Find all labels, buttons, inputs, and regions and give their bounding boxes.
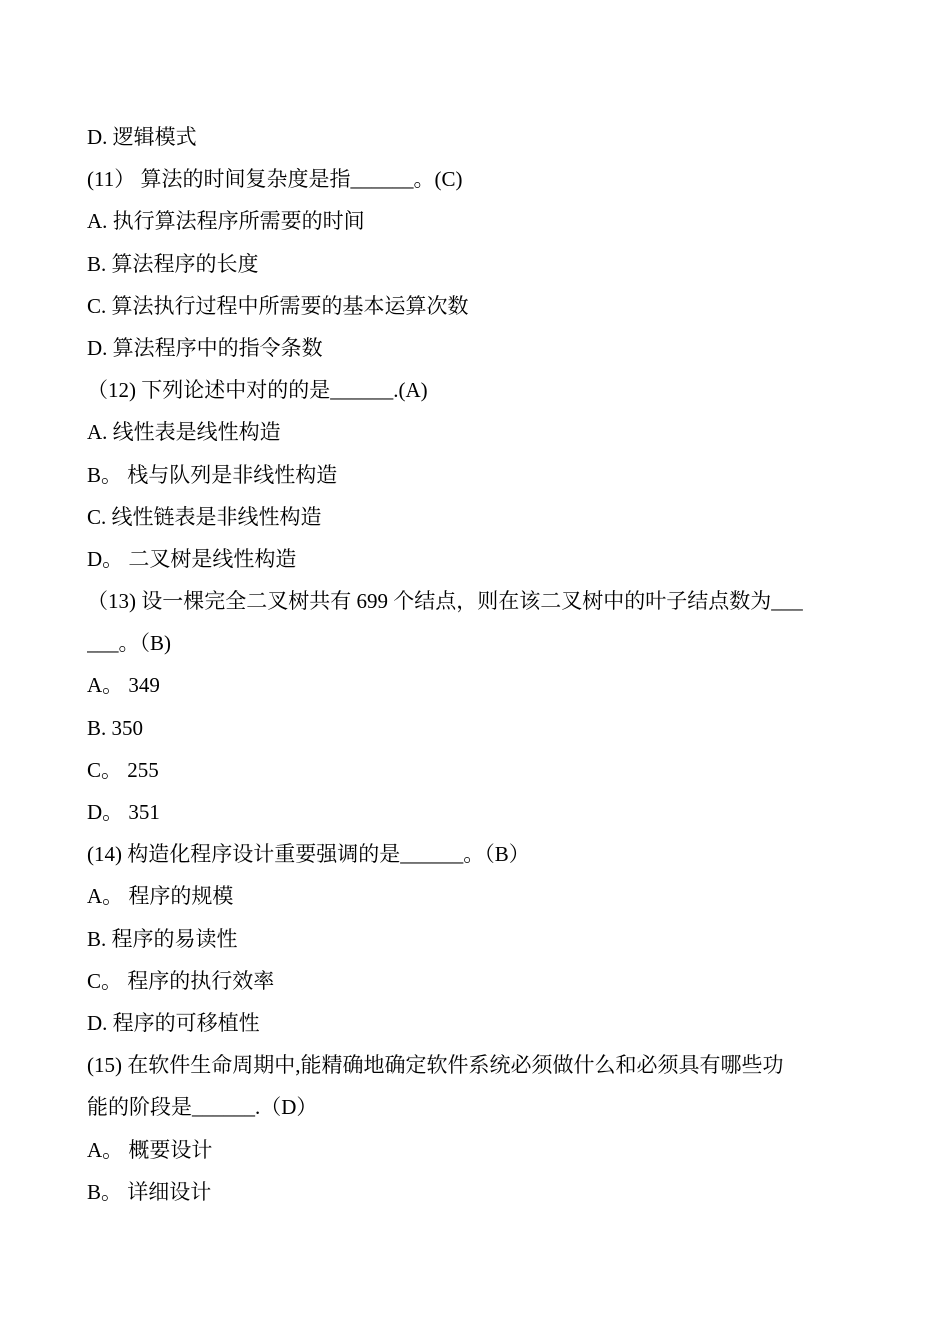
q11-option-d: D. 算法程序中的指令条数 <box>87 335 323 360</box>
q12-option-a: A. 线性表是线性构造 <box>87 420 281 445</box>
question-12: （12) 下列论述中对的的是______.(A) <box>87 378 428 403</box>
document-body <box>87 116 857 1213</box>
q13-option-d: D。 351 <box>87 800 160 824</box>
q13-option-a: A。 349 <box>87 673 160 698</box>
question-13: （13) 设一棵完全二叉树共有 699 个结点，则在该二叉树中的叶子结点数为___ <box>87 589 803 614</box>
q12-option-c: C. 线性链表是非线性构造 <box>87 504 322 529</box>
option-d-line: D. 逻辑模式 <box>87 125 197 149</box>
question-15: (15) 在软件生命周期中,能精确地确定软件系统必须做什么和必须具有哪些功 <box>87 1053 784 1078</box>
q14-option-d: D. 程序的可移植性 <box>87 1010 260 1035</box>
q14-option-a: A。 程序的规模 <box>87 884 234 909</box>
q13-option-b: B. 350 <box>87 715 144 740</box>
question-13-continued: ___。（B) <box>87 631 171 656</box>
q11-option-c: C. 算法执行过程中所需要的基本运算次数 <box>87 293 469 318</box>
q13-option-c: C。 255 <box>87 757 159 782</box>
question-11: (11） 算法的时间复杂度是指______。(C) <box>87 167 463 192</box>
q15-option-a: A。 概要设计 <box>87 1137 213 1162</box>
q11-option-a: A. 执行算法程序所需要的时间 <box>87 209 365 234</box>
q14-option-b: B. 程序的易读性 <box>87 926 238 951</box>
q14-option-c: C。 程序的执行效率 <box>87 968 275 993</box>
question-15-continued: 能的阶段是______.（D） <box>87 1095 318 1120</box>
question-14: (14) 构造化程序设计重要强调的是______。（B） <box>87 842 530 867</box>
q12-option-d: D。 二叉树是线性构造 <box>87 546 297 571</box>
q12-option-b: B。 栈与队列是非线性构造 <box>87 462 338 487</box>
q11-option-b: B. 算法程序的长度 <box>87 251 259 276</box>
q15-option-b: B。 详细设计 <box>87 1179 212 1204</box>
